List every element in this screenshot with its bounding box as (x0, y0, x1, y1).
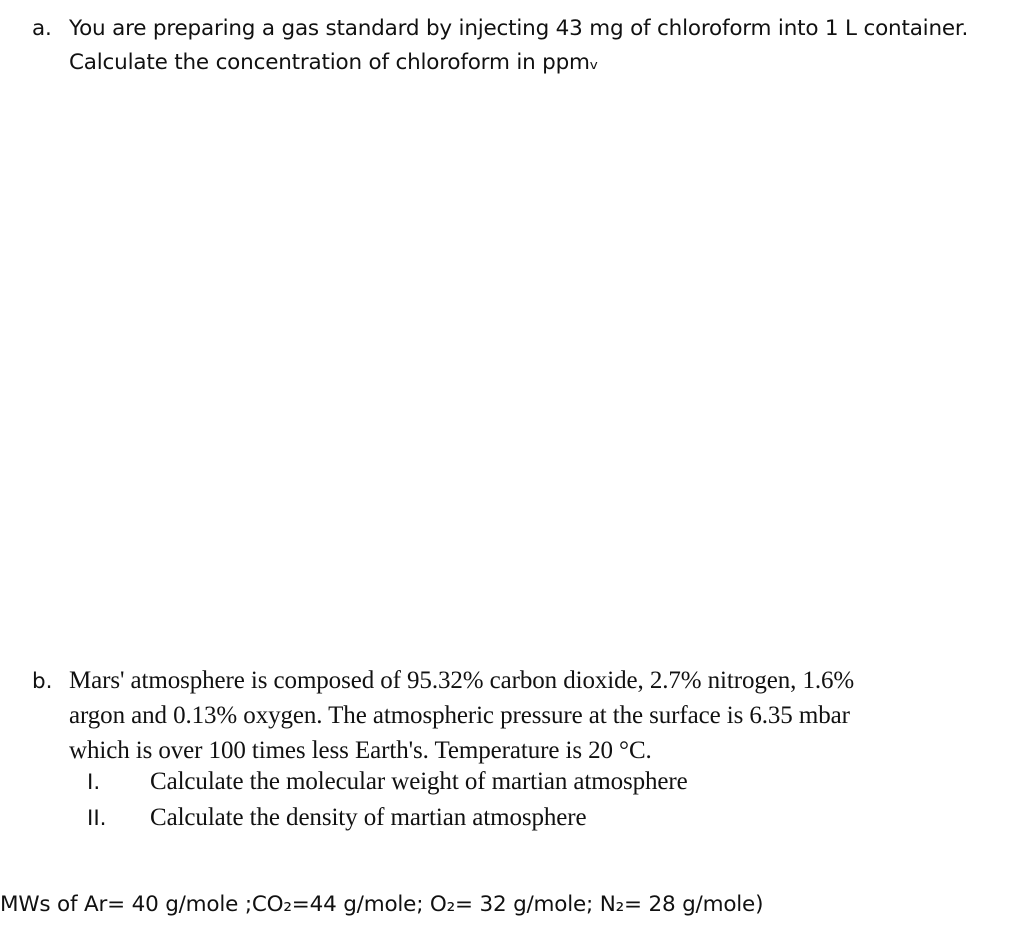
subitem-text: Calculate the molecular weight of martian atmosphere (150, 768, 688, 795)
question-a-marker: a. (32, 16, 52, 41)
question-a-first-line (32, 12, 968, 46)
question-b-line1: Mars' atmosphere is composed of 95.32% carbon dioxide, 2.7% nitrogen, 1.6% (69, 667, 855, 694)
question-b (32, 663, 1012, 768)
subitem-number: I. (87, 770, 101, 795)
question-a-line2: Calculate the concentration of chloroform in ppmᵥ (69, 50, 599, 75)
subitem-number: II. (87, 806, 107, 831)
question-a (32, 12, 968, 80)
subitem-text: Calculate the density of martian atmosphere (150, 804, 587, 831)
question-b-first-line (32, 663, 1012, 698)
question-b-line3: which is over 100 times less Earth's. Temperature is 20 °C. (69, 737, 652, 764)
question-b-line2: argon and 0.13% oxygen. The atmospheric pressure at the surface is 6.35 mbar (69, 702, 850, 729)
subitem-density (32, 804, 1012, 832)
question-a-line1: You are preparing a gas standard by injecting 43 mg of chloroform into 1 L container. (69, 16, 969, 41)
molecular-weights-note: MWs of Ar= 40 g/mole ;CO₂=44 g/mole; O₂= 32 g/mole; N₂= 28 g/mole) (0, 892, 764, 917)
subitem-molecular-weight (32, 768, 1012, 796)
question-b-marker: b. (32, 669, 53, 694)
